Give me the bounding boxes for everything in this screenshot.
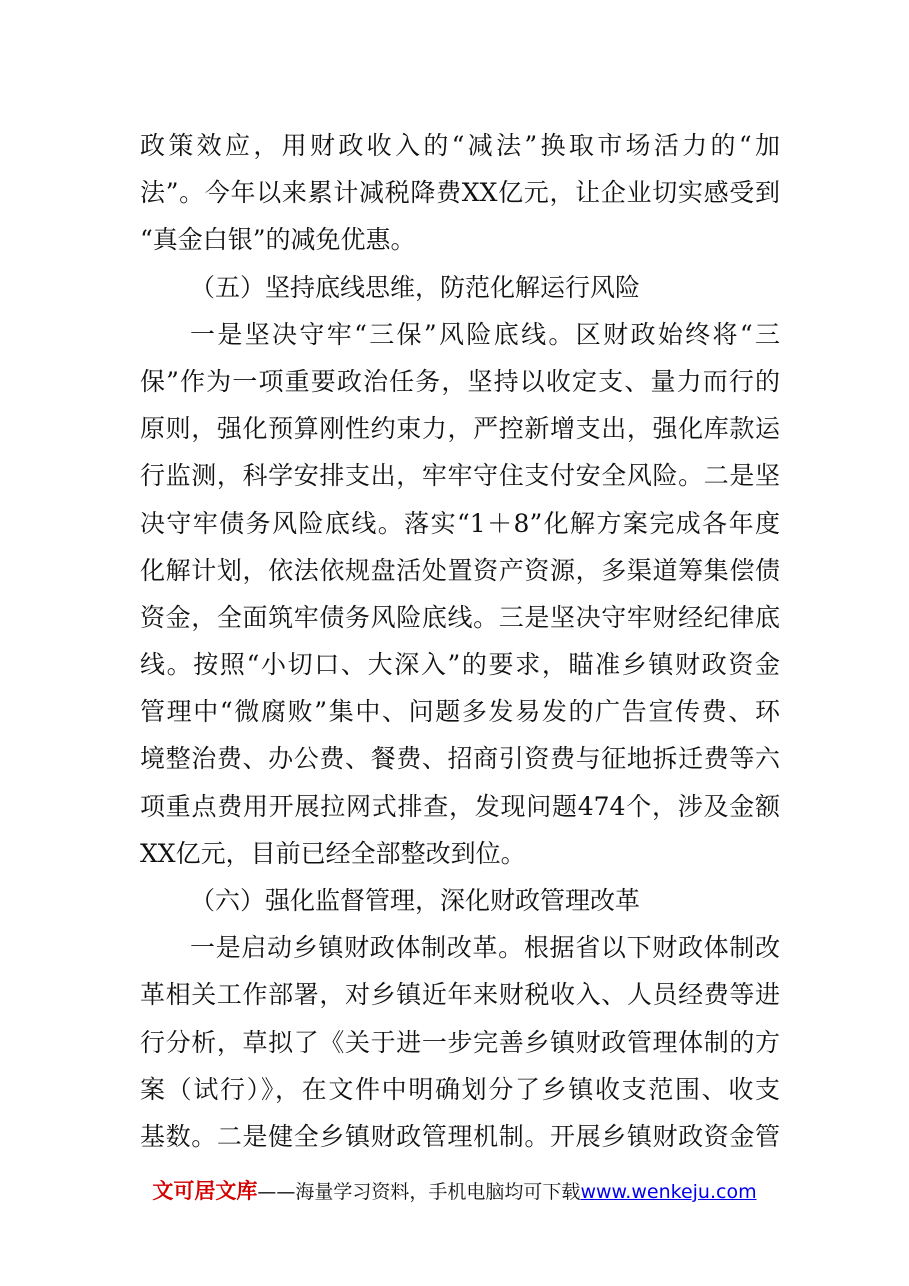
text-line: 革相关工作部署，对乡镇近年来财税收入、人员经费等进 [140, 980, 780, 1010]
brand-name: 文可居文库 [152, 1179, 258, 1203]
text-line: “真金白银”的减免优惠。 [140, 225, 416, 255]
text-line: 决守牢债务风险底线。落实“1＋8”化解方案完成各年度 [140, 508, 780, 538]
text-line: 原则，强化预算刚性约束力，严控新增支出，强化库款运 [140, 414, 780, 444]
text-line: 一是坚决守牢“三保”风险底线。区财政始终将“三 [190, 319, 780, 349]
text-line: 一是启动乡镇财政体制改革。根据省以下财政体制改 [190, 933, 780, 963]
website-link[interactable]: www.wenkeju.com [580, 1181, 757, 1203]
text-line: 法”。今年以来累计减税降费XX亿元，让企业切实感受到 [140, 178, 780, 208]
section-heading: （五）坚持底线思维，防范化解运行风险 [190, 272, 641, 302]
text-line: 管理中“微腐败”集中、问题多发易发的广告宣传费、环 [140, 697, 780, 727]
text-line: 境整治费、办公费、餐费、招商引资费与征地拆迁费等六 [140, 744, 780, 774]
page-footer [0, 1175, 909, 1205]
text-line: 政策效应，用财政收入的“减法”换取市场活力的“加 [140, 131, 780, 160]
text-line: 资金，全面筑牢债务风险底线。三是坚决守牢财经纪律底 [140, 602, 780, 632]
text-line: 化解计划，依法依规盘活处置资产资源，多渠道筹集偿债 [140, 555, 780, 585]
text-line: 案（试行）》，在文件中明确划分了乡镇收支范围、收支 [140, 1074, 780, 1104]
document-body [140, 122, 780, 1160]
text-line: 项重点费用开展拉网式排查，发现问题474个，涉及金额 [140, 791, 780, 821]
text-line: 基数。二是健全乡镇财政管理机制。开展乡镇财政资金管 [140, 1121, 780, 1151]
footer-tagline: ——海量学习资料，手机电脑均可下载 [257, 1181, 581, 1203]
text-line: 行监测，科学安排支出，牢牢守住支付安全风险。二是坚 [140, 461, 780, 491]
text-line: XX亿元，目前已经全部整改到位。 [140, 838, 526, 868]
text-line: 保”作为一项重要政治任务，坚持以收定支、量力而行的 [140, 366, 780, 396]
text-line: 线。按照“小切口、大深入”的要求，瞄准乡镇财政资金 [140, 650, 780, 680]
section-heading: （六）强化监督管理，深化财政管理改革 [190, 886, 641, 915]
text-line: 行分析，草拟了《关于进一步完善乡镇财政管理体制的方 [140, 1027, 780, 1057]
